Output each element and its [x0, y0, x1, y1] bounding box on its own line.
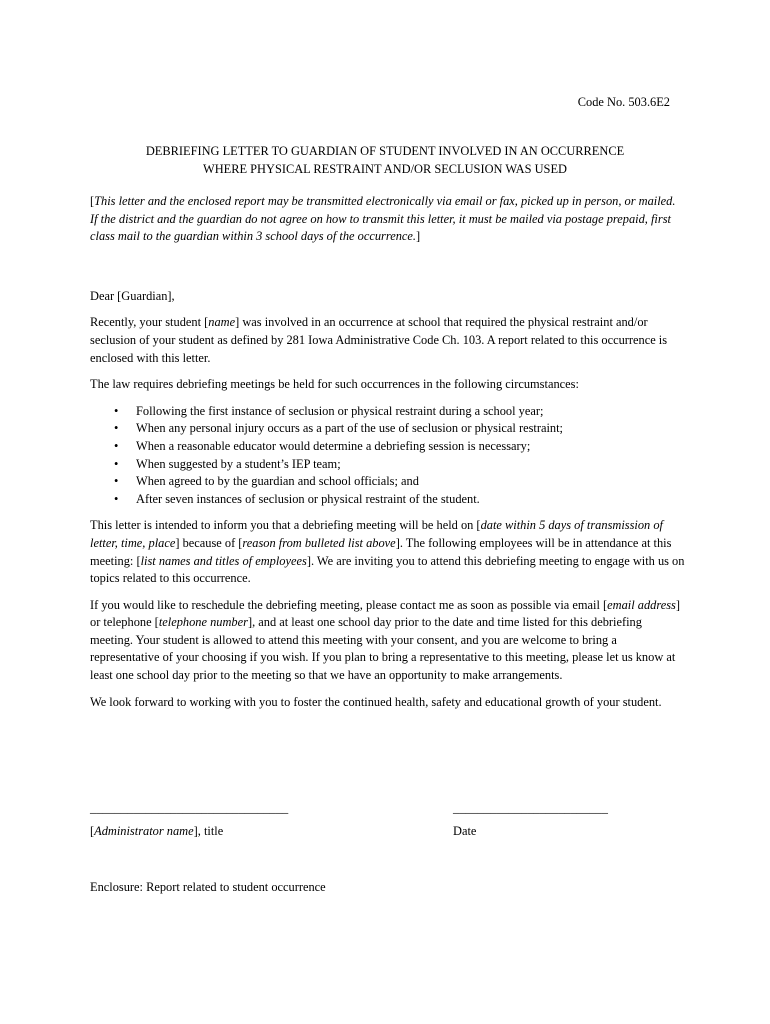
transmission-note: [This letter and the enclosed report may be transmitted electronically via email or fax, picked up in person, or mailed. If the district and the guardian do not agree on how to transmit this letter, it must be mailed via postage prepaid, first class mail to the guardian within 3 school days of the occurrence.]: [90, 194, 676, 244]
placeholder-employees: list names and titles of employees: [140, 553, 307, 568]
list-item: • When a reasonable educator would determine a debriefing session is necessary;: [136, 438, 686, 456]
signature-line: ________________________________: [90, 801, 289, 815]
administrator-label: [Administrator name], title: [90, 824, 224, 838]
code-number: Code No. 503.6E2: [577, 95, 670, 109]
signature-block: [90, 800, 686, 840]
paragraph-reschedule: If you would like to reschedule the debriefing meeting, please contact me as soon as possible via email [email address] or telephone [telephone number], and at least one school day prior to the date and time listed for this debriefing meeting. Your student is allowed to attend this meeting with your consent, and you are welcome to bring a representative of your choosing if you wish. If you plan to bring a representative to this meeting, please let us know at least one school day prior to the meeting so that we have an opportunity to make arrangements.: [90, 597, 681, 683]
list-item: • After seven instances of seclusion or physical restraint of the student.: [136, 491, 686, 509]
list-item: • When agreed to by the guardian and school officials; and: [136, 473, 686, 491]
transmission-note-text: This letter and the enclosed report may be transmitted electronically via email or fax, picked up in person, or mailed. If the district and the guardian do not agree on how to transmit this letter, it must be mailed via postage prepaid, first class mail to the guardian within 3 school days of the occurrence.: [90, 194, 676, 244]
placeholder-reason: reason from bulleted list above: [242, 535, 396, 550]
paragraph-occurrence: Recently, your student [name] was involved in an occurrence at school that required the physical restraint and/or seclusion of your student as defined by 281 Iowa Administrative Code Ch. 103. A report related to this occurrence is enclosed with this letter.: [90, 315, 668, 365]
letter-title: [90, 143, 680, 178]
paragraph-meeting-notice: This letter is intended to inform you that a debriefing meeting will be held on [date within 5 days of transmission of letter, time, place] because of [reason from bulleted list above]. The following employees will be in attendance at this meeting: [list names and titles of employees]. We are inviting you to attend this debriefing meeting to engage with us on topics related to this occurrence.: [90, 518, 685, 586]
enclosure-note: Enclosure: Report related to student occurrence: [90, 880, 326, 894]
list-item: • When any personal injury occurs as a part of the use of seclusion or physical restraint;: [136, 420, 686, 438]
list-item: • Following the first instance of seclusion or physical restraint during a school year;: [136, 403, 686, 421]
paragraph-closing: We look forward to working with you to foster the continued health, safety and educational growth of your student.: [90, 694, 662, 709]
letter-body: [90, 193, 686, 711]
placeholder-administrator-name: Administrator name: [94, 824, 194, 838]
paragraph-law: The law requires debriefing meetings be held for such occurrences in the following circumstances:: [90, 377, 579, 392]
title-line-1: DEBRIEFING LETTER TO GUARDIAN OF STUDENT INVOLVED IN AN OCCURRENCE: [145, 144, 625, 158]
placeholder-email: email address: [607, 597, 676, 612]
list-item: • When suggested by a student’s IEP team;: [136, 456, 686, 474]
placeholder-student-name: name: [208, 315, 236, 330]
circumstances-list: [90, 403, 686, 509]
date-line: _________________________: [453, 801, 608, 815]
placeholder-date: date within 5 days of transmission of letter, time, place: [90, 518, 663, 550]
date-label: Date: [453, 824, 477, 838]
salutation: Dear [Guardian],: [90, 288, 175, 303]
placeholder-telephone: telephone number: [158, 615, 248, 630]
title-line-2: WHERE PHYSICAL RESTRAINT AND/OR SECLUSION WAS USED: [203, 161, 567, 176]
